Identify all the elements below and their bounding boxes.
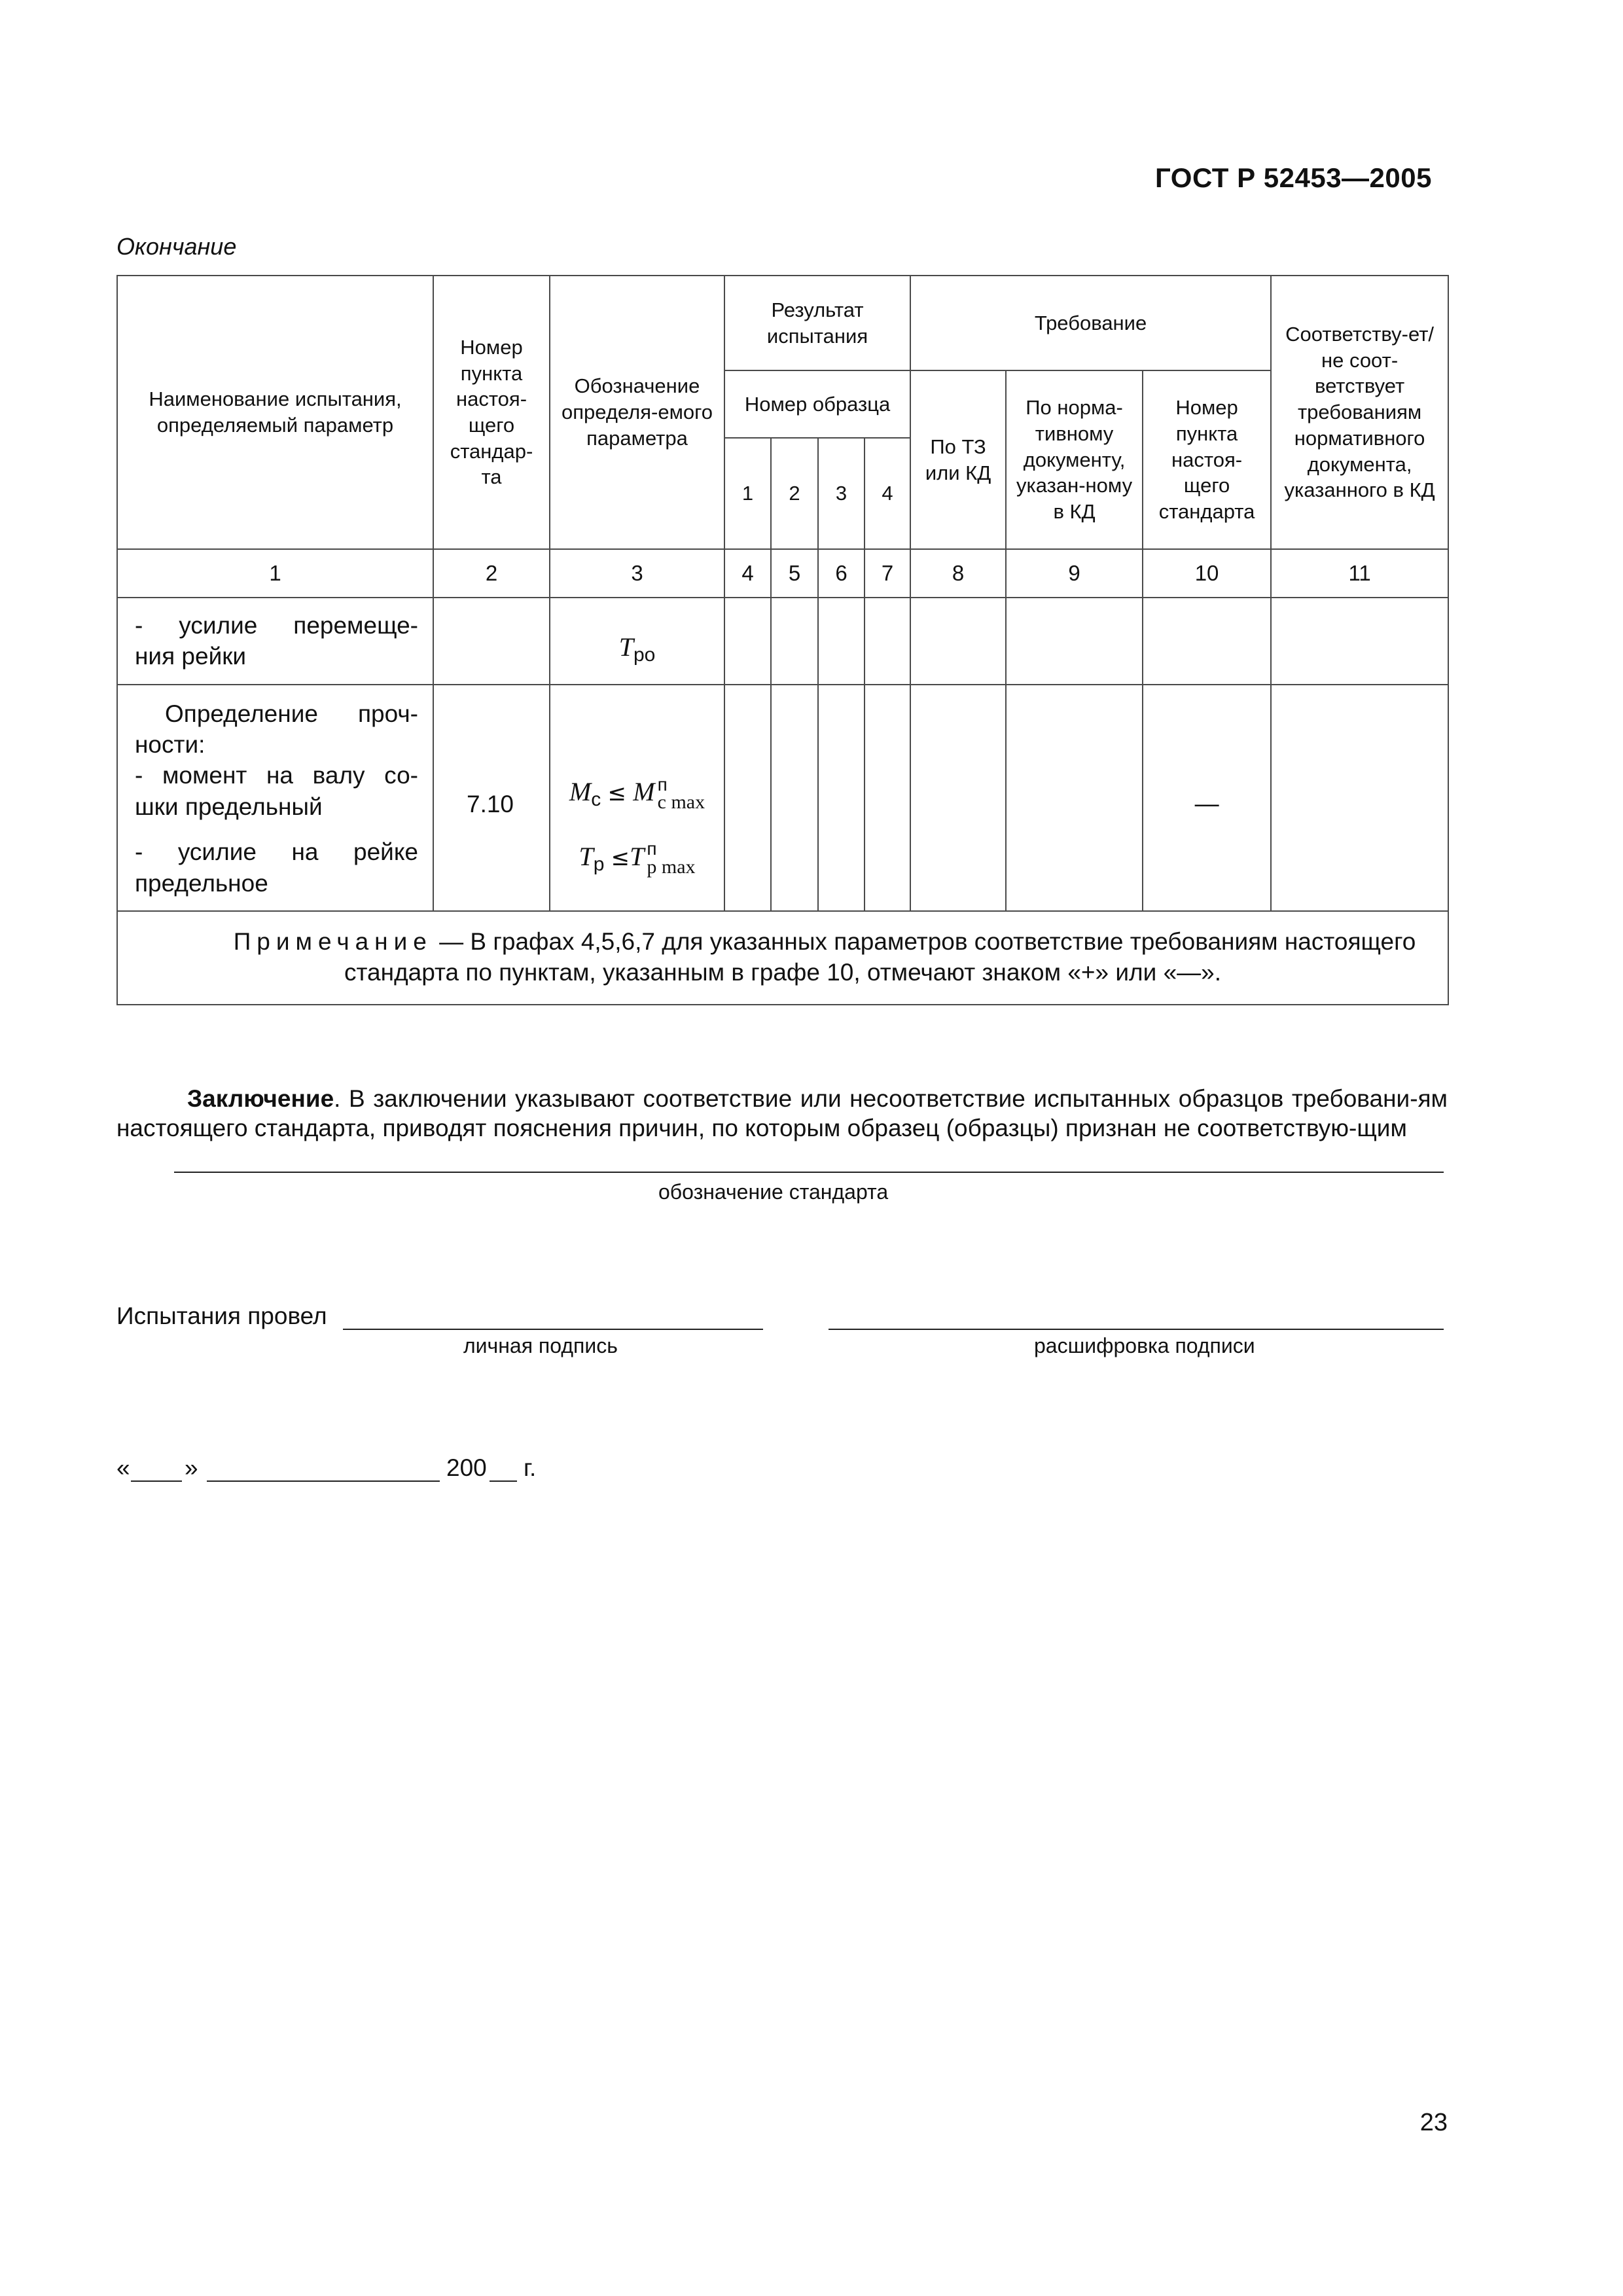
date-month-line[interactable] [207, 1480, 440, 1482]
conformity-cell [1271, 685, 1448, 911]
header-test-result: Результат испытания [724, 276, 910, 370]
page-number: 23 [1419, 2109, 1448, 2136]
header-conformity: Соответству-ет/не соот-ветствует требованиям нормативного документа, указанного в КД [1271, 276, 1448, 549]
date-close-quote: » [185, 1454, 198, 1481]
column-number: 1 [117, 549, 433, 598]
header-sample-1: 1 [724, 438, 771, 549]
symbol-t: T [618, 632, 633, 662]
conclusion-label: Заключение [187, 1085, 334, 1112]
row-rack-displacement-force [117, 598, 433, 685]
formula-moment-limit: $M_с \le M$ п c max [569, 774, 705, 814]
std-point-cell [1143, 598, 1271, 685]
header-parameter-symbol: Обозначение определя-емого параметра [550, 276, 724, 549]
header-sample-3: 3 [818, 438, 865, 549]
header-sample-2: 2 [771, 438, 818, 549]
header-std-point: Номер пункта настоя-щего стандарта [1143, 370, 1271, 549]
header-tz-kd: По ТЗ или КД [910, 370, 1006, 549]
std-point-cell: — [1143, 685, 1271, 911]
header-normative-doc: По норма-тивному документу, указан-ному в КД [1006, 370, 1143, 549]
norm-doc-cell [1006, 685, 1143, 911]
signature-decode-line[interactable] [829, 1329, 1444, 1330]
note-label: Примечание [233, 927, 433, 955]
date-year-prefix: 200 [446, 1454, 487, 1481]
sample-cell [724, 598, 771, 685]
standard-designation-caption: обозначение стандарта [658, 1180, 889, 1204]
signature-line[interactable] [343, 1329, 763, 1330]
row-symbol-cell [550, 598, 724, 685]
sample-cell [724, 685, 771, 911]
date-open-quote: « [116, 1454, 130, 1481]
sample-cell [865, 685, 910, 911]
sample-cell [818, 598, 865, 685]
norm-doc-cell [1006, 598, 1143, 685]
date-year-line[interactable] [490, 1480, 517, 1482]
signature-decode-caption: расшифровка подписи [1034, 1334, 1255, 1357]
test-results-table [116, 275, 1449, 1005]
row-name-line: ности: [135, 731, 205, 759]
column-number: 6 [818, 549, 865, 598]
table-note-row [117, 911, 1448, 1005]
signature-caption: личная подпись [463, 1334, 618, 1357]
signature-label: Испытания провел [116, 1302, 327, 1329]
tz-cell [910, 685, 1006, 911]
row-name-line: предельное [135, 869, 268, 897]
column-number: 2 [433, 549, 550, 598]
tz-cell [910, 598, 1006, 685]
sample-cell [771, 598, 818, 685]
row-name-line: - усилие перемеще- [135, 612, 418, 639]
column-number: 5 [771, 549, 818, 598]
conclusion-text: . В заключении указывают соответствие или несоответствие испытанных образцов требовани-ям настоящего стандарта, приводят пояснения причин, по которым образец (образцы) признан не соответствую-щим [116, 1085, 1448, 1142]
date-year-suffix: г. [524, 1454, 537, 1481]
standard-designation: ГОСТ Р 52453—2005 [1155, 162, 1432, 193]
formula-force-limit: $T_р \le T$ п p max [579, 838, 696, 878]
header-requirement: Требование [910, 276, 1271, 370]
column-number: 3 [550, 549, 724, 598]
column-number: 7 [865, 549, 910, 598]
date-day-line[interactable] [131, 1480, 182, 1482]
note-text: — В графах 4,5,6,7 для указанных параметров соответствие требованиям настоящего стандарта по пунктам, указанным в графе 10, отмечают знаком «+» или «—». [344, 927, 1416, 986]
header-sample-4: 4 [865, 438, 910, 549]
column-number: 11 [1271, 549, 1448, 598]
row-point-cell [433, 598, 550, 685]
table-note [117, 911, 1448, 1005]
symbol-subscript: ро [633, 643, 656, 666]
column-number: 8 [910, 549, 1006, 598]
standard-designation-line[interactable] [174, 1172, 1444, 1173]
conclusion-paragraph [116, 1084, 1448, 1143]
sample-cell [771, 685, 818, 911]
column-number: 9 [1006, 549, 1143, 598]
header-test-name: Наименование испытания, определяемый параметр [117, 276, 433, 549]
sample-cell [865, 598, 910, 685]
header-sample-number: Номер образца [724, 370, 910, 438]
row-point-cell: 7.10 [433, 685, 550, 911]
column-number: 4 [724, 549, 771, 598]
conformity-cell [1271, 598, 1448, 685]
column-number: 10 [1143, 549, 1271, 598]
column-numbers-row [117, 549, 1448, 598]
header-standard-point: Номер пункта настоя-щего стандар-та [433, 276, 550, 549]
row-name-line: шки предельный [135, 793, 323, 820]
row-strength-determination [117, 685, 433, 911]
table-row [117, 598, 1448, 685]
table-continuation-label: Окончание [116, 233, 237, 260]
sample-cell [818, 685, 865, 911]
row-name-line: ния рейки [135, 643, 247, 670]
row-name-line: - усилие на рейке [135, 838, 418, 866]
row-name-line: Определение проч- [165, 700, 418, 727]
row-symbol-cell [550, 685, 724, 911]
row-name-line: - момент на валу со- [135, 762, 418, 789]
table-row [117, 685, 1448, 911]
